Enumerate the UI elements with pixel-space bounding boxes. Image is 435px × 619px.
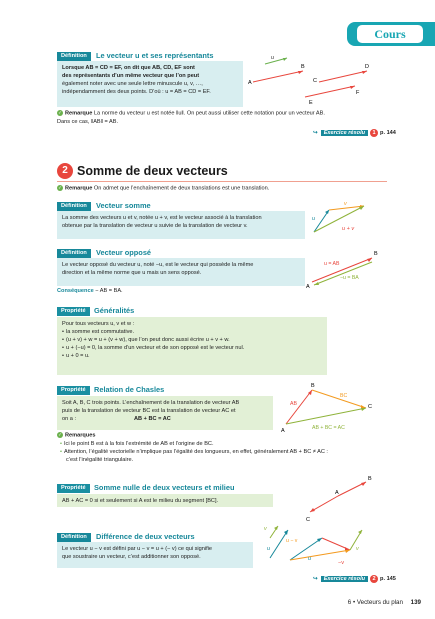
cours-tab	[347, 22, 435, 46]
prop3-title: Somme nulle de deux vecteurs et milieu	[94, 483, 235, 492]
fig6-u-small-head	[284, 530, 288, 535]
fig1-label-A: A	[248, 80, 252, 86]
fig1-EF-head	[350, 86, 355, 89]
fig3-label-u: u = AB	[324, 261, 340, 267]
fig4-label-AB: AB	[290, 401, 297, 407]
def1-line4: indépendamment des deux points. D’où : u = AB = CD = EF.	[62, 89, 211, 96]
fig1-label-D: D	[365, 64, 369, 70]
fig4-label-B: B	[311, 383, 315, 389]
fig3-label-B: B	[374, 251, 378, 257]
prop2-line2: puis de la translation de vecteur BC est la translation de vecteur AC et	[62, 408, 236, 415]
rem3-item: • Attention, l’égalité vectorielle n’implique pas l’égalité des longueurs, en effet, généralement AB + BC ≠ AC :	[60, 449, 390, 457]
rem3-item-cont: c’est l’inégalité triangulaire.	[66, 457, 134, 463]
fig1-AB	[253, 71, 303, 82]
fig1-label-C: C	[313, 78, 317, 84]
def1-line1: Lorsque AB = CD = EF, on dit que AB, CD, EF sont	[62, 65, 195, 71]
fig6-label-u1: u	[267, 546, 271, 552]
def4-box	[57, 542, 253, 568]
def1-tag: Définition	[57, 52, 91, 61]
exercise-link-1-pill: Exercice résolu	[321, 130, 368, 136]
rem1-text1: La norme du vecteur u est notée ‖u‖. On peut aussi utiliser cette notation pour un vecteur AB.	[93, 110, 325, 117]
def4-figure	[256, 520, 376, 570]
prop2-line1: Soit A, B, C trois points. L’enchaînement de la translation de vecteur AB	[62, 400, 240, 406]
fig5-label-A: A	[335, 490, 339, 496]
section2-title: Somme de deux vecteurs	[77, 164, 228, 178]
cours-tab-label: Cours	[357, 25, 423, 43]
def4-line1: Le vecteur u − v est défini par u − v = u + (− v) ce qui signifie	[62, 546, 213, 552]
footer-page-number: 139	[410, 598, 421, 606]
fig6-label-u2: u	[308, 556, 312, 562]
rem2	[57, 185, 387, 193]
fig3-label-minus-u: −u = BA	[340, 275, 359, 281]
exercise-link-1-num: 1	[370, 129, 378, 137]
exercise-link-2-num: 2	[370, 575, 378, 583]
def3-title: Vecteur opposé	[96, 248, 152, 257]
def3-cons-label: Conséquence	[57, 288, 94, 294]
fig1-EF	[305, 86, 355, 97]
fig4-label-AC: AB + BC = AC	[312, 425, 345, 431]
fig1-label-F: F	[356, 90, 360, 96]
section2-number: 2	[57, 163, 73, 179]
prop3-box	[57, 494, 273, 507]
prop1-tag: Propriété	[57, 307, 90, 316]
prop1-intro: Pour tous vecteurs u, v et w :	[62, 321, 135, 327]
fig6-diff-head	[345, 550, 350, 553]
def1-figure	[245, 54, 385, 106]
def3-tag: Définition	[57, 249, 91, 258]
def1-line3: également noter avec une seule lettre minuscule u, v, …,	[62, 81, 203, 88]
fig6-label-minus-v: −v	[338, 560, 344, 566]
exercise-link-1[interactable]	[313, 129, 396, 138]
prop1-title: Généralités	[94, 306, 135, 315]
fig6-label-diff: u − v	[286, 538, 298, 544]
rem2-label: Remarque	[65, 185, 93, 192]
def2-title: Vecteur somme	[96, 201, 151, 210]
prop2-line3: on a :	[62, 416, 76, 423]
def1-box	[57, 61, 243, 107]
prop3-text: AB + AC = 0 si et seulement si A est le milieu du segment [BC].	[62, 498, 219, 504]
fig5-AC	[310, 496, 338, 512]
fig5-AC-head	[310, 508, 315, 512]
prop3-figure	[298, 472, 378, 524]
def3-box	[57, 258, 305, 286]
def2-tag: Définition	[57, 202, 91, 211]
prop2-figure	[278, 380, 378, 436]
fig5-AB-head	[361, 482, 366, 486]
fig6-label-v2: v	[356, 546, 359, 552]
fig5-label-B: B	[368, 476, 372, 482]
remark-icon: ✓	[58, 110, 62, 115]
def3-line1: Le vecteur opposé du vecteur u, noté −u, est le vecteur qui possède la même	[62, 262, 254, 268]
rem2-text: On admet que l’enchaînement de deux translations est une translation.	[93, 185, 270, 192]
fig4-label-A: A	[281, 428, 285, 434]
def3-line2: direction et la même norme que u mais un sens opposé.	[62, 270, 202, 277]
def3-figure	[306, 248, 386, 290]
def2-line2: obtenue par la translation de vecteur u suivie de la translation de vecteur v.	[62, 223, 248, 230]
def4-line2: que soustraire un vecteur, c’est additionner son opposé.	[62, 554, 201, 561]
fig1-label-B: B	[301, 64, 305, 70]
fig4-AB	[286, 390, 312, 424]
prop1-item: • u + (−u) = 0, la somme d’un vecteur et de son opposé est le vecteur nul.	[62, 344, 322, 352]
fig1-label-u: u	[271, 55, 275, 61]
section2-rule	[57, 181, 387, 182]
prop2-box	[57, 396, 273, 430]
prop2-title: Relation de Chasles	[94, 385, 165, 394]
fig4-label-C: C	[368, 404, 372, 410]
prop2-tag: Propriété	[57, 386, 90, 395]
fig2-sum	[314, 206, 364, 232]
rem3-item: • Ici le point B est à la fois l’extrémité de AB et l’origine de BC.	[60, 441, 214, 449]
exercise-link-2-pill: Exercice résolu	[321, 576, 368, 582]
fig1-CD-head	[362, 71, 367, 74]
fig1-AB-head	[298, 71, 303, 74]
prop1-box	[57, 317, 327, 375]
arrow-right-icon: ↪	[313, 576, 318, 582]
rem3-label: Remarques	[65, 432, 96, 439]
def1-line2: des représentants d’un même vecteur que l’on peut	[62, 73, 200, 80]
def4-tag: Définition	[57, 533, 91, 542]
remark-icon: ✓	[58, 432, 62, 437]
arrow-right-icon: ↪	[313, 130, 318, 136]
rem3	[57, 432, 95, 440]
def3-consequence	[57, 288, 123, 296]
prop1-item: • (u + v) + w = u + (v + w), que l’on peut donc aussi écrire u + v + w.	[62, 336, 322, 344]
rem1-text2: Dans ce cas, ‖AB‖ = AB.	[57, 119, 119, 125]
fig6-label-v1: v	[264, 526, 267, 532]
fig5-label-C: C	[306, 517, 310, 523]
fig4-AC	[286, 408, 366, 424]
exercise-link-1-page: p. 144	[380, 130, 396, 136]
prop1-item: • la somme est commutative.	[62, 328, 322, 336]
rem1	[57, 110, 387, 118]
prop1-item: • u + 0 = u.	[62, 352, 322, 360]
footer-chapter: 6 • Vecteurs du plan	[347, 598, 403, 606]
fig6-diff	[290, 550, 350, 560]
fig2-label-sum: u + v	[342, 226, 355, 232]
rem1-label: Remarque	[65, 110, 93, 117]
remark-icon: ✓	[58, 185, 62, 190]
fig4-label-BC: BC	[340, 393, 348, 399]
def1-title: Le vecteur u et ses représentants	[96, 51, 214, 60]
fig3-minus-u-head	[314, 282, 319, 285]
def2-figure	[306, 200, 376, 240]
fig1-CD	[319, 71, 367, 82]
page-footer	[348, 599, 421, 607]
def2-box	[57, 211, 305, 239]
fig2-label-u: u	[312, 216, 316, 222]
fig4-AC-head	[361, 408, 366, 411]
def3-cons-text: − AB = BA.	[95, 288, 123, 294]
exercise-link-2[interactable]	[313, 575, 396, 584]
fig3-minus-u	[314, 262, 372, 285]
fig3-label-A: A	[306, 284, 310, 290]
fig1-label-E: E	[309, 100, 313, 106]
fig4-BC	[312, 390, 366, 408]
fig3-u-head	[367, 258, 372, 262]
def4-title: Différence de deux vecteurs	[96, 532, 195, 541]
def2-line1: La somme des vecteurs u et v, notée u + v, est le vecteur associé à la translation	[62, 215, 262, 221]
fig1-u-arrowhead	[283, 58, 287, 61]
fig2-u	[314, 210, 329, 232]
fig2-label-v: v	[344, 201, 347, 207]
exercise-link-2-page: p. 145	[380, 576, 396, 582]
prop3-tag: Propriété	[57, 484, 90, 493]
prop2-formula: AB + BC = AC	[134, 416, 171, 423]
